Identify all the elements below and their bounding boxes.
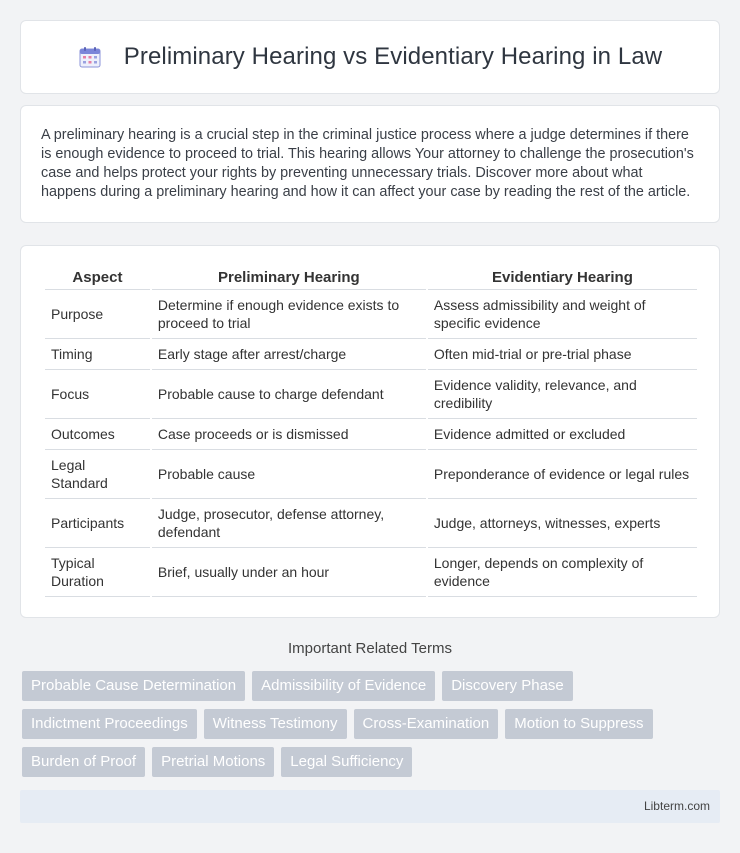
cell-evidentiary: Longer, depends on complexity of evidence <box>428 548 697 597</box>
footer <box>20 790 720 823</box>
cell-evidentiary: Assess admissibility and weight of specific evidence <box>428 290 697 339</box>
cell-evidentiary: Judge, attorneys, witnesses, experts <box>428 499 697 548</box>
comparison-table-card <box>20 245 720 618</box>
column-header-aspect: Aspect <box>45 266 150 290</box>
tag-cross-examination[interactable]: Cross-Examination <box>354 709 499 739</box>
cell-aspect: Outcomes <box>45 419 150 450</box>
related-terms-tags <box>22 671 722 785</box>
tag-motion-to-suppress[interactable]: Motion to Suppress <box>505 709 652 739</box>
intro-paragraph: A preliminary hearing is a crucial step in the criminal justice process where a judge determines if there is enough evidence to proceed to trial. This hearing allows Your attorney to challenge the prosecution's case and helps protect your rights by preventing unnecessary trials. Discover more about what happens during a preliminary hearing and how it can affect your case by reading the rest of the article. <box>41 127 694 200</box>
tag-row <box>22 747 722 777</box>
tag-burden-of-proof[interactable]: Burden of Proof <box>22 747 145 777</box>
tag-pretrial-motions[interactable]: Pretrial Motions <box>152 747 274 777</box>
footer-site-link[interactable]: Libterm.com <box>643 799 710 813</box>
table-header-row <box>45 266 697 290</box>
related-terms-title: Important Related Terms <box>288 640 452 657</box>
cell-preliminary: Probable cause to charge defendant <box>152 370 426 419</box>
calendar-icon <box>78 45 102 69</box>
table-row <box>45 499 697 548</box>
intro-card <box>20 105 720 223</box>
title-wrap <box>78 43 662 71</box>
tag-row <box>22 671 722 701</box>
cell-evidentiary: Evidence validity, relevance, and credibility <box>428 370 697 419</box>
tag-admissibility-of-evidence[interactable]: Admissibility of Evidence <box>252 671 435 701</box>
tag-probable-cause-determination[interactable]: Probable Cause Determination <box>22 671 245 701</box>
cell-aspect: Participants <box>45 499 150 548</box>
cell-aspect: Typical Duration <box>45 548 150 597</box>
cell-aspect: Focus <box>45 370 150 419</box>
tag-witness-testimony[interactable]: Witness Testimony <box>204 709 347 739</box>
cell-evidentiary: Preponderance of evidence or legal rules <box>428 450 697 499</box>
header-card <box>20 20 720 94</box>
table-row <box>45 419 697 450</box>
cell-preliminary: Case proceeds or is dismissed <box>152 419 426 450</box>
tag-indictment-proceedings[interactable]: Indictment Proceedings <box>22 709 197 739</box>
column-header-evidentiary: Evidentiary Hearing <box>428 266 697 290</box>
cell-aspect: Timing <box>45 339 150 370</box>
cell-preliminary: Judge, prosecutor, defense attorney, defendant <box>152 499 426 548</box>
table-row <box>45 370 697 419</box>
tag-discovery-phase[interactable]: Discovery Phase <box>442 671 573 701</box>
table-row <box>45 339 697 370</box>
tag-legal-sufficiency[interactable]: Legal Sufficiency <box>281 747 412 777</box>
cell-preliminary: Probable cause <box>152 450 426 499</box>
cell-aspect: Legal Standard <box>45 450 150 499</box>
page-title: Preliminary Hearing vs Evidentiary Hearing in Law <box>123 43 663 70</box>
table-row <box>45 290 697 339</box>
table-row <box>45 548 697 597</box>
cell-preliminary: Brief, usually under an hour <box>152 548 426 597</box>
tag-row <box>22 709 722 739</box>
cell-preliminary: Early stage after arrest/charge <box>152 339 426 370</box>
cell-preliminary: Determine if enough evidence exists to proceed to trial <box>152 290 426 339</box>
cell-evidentiary: Often mid-trial or pre-trial phase <box>428 339 697 370</box>
column-header-preliminary: Preliminary Hearing <box>152 266 426 290</box>
comparison-table <box>43 266 699 597</box>
cell-evidentiary: Evidence admitted or excluded <box>428 419 697 450</box>
table-row <box>45 450 697 499</box>
cell-aspect: Purpose <box>45 290 150 339</box>
